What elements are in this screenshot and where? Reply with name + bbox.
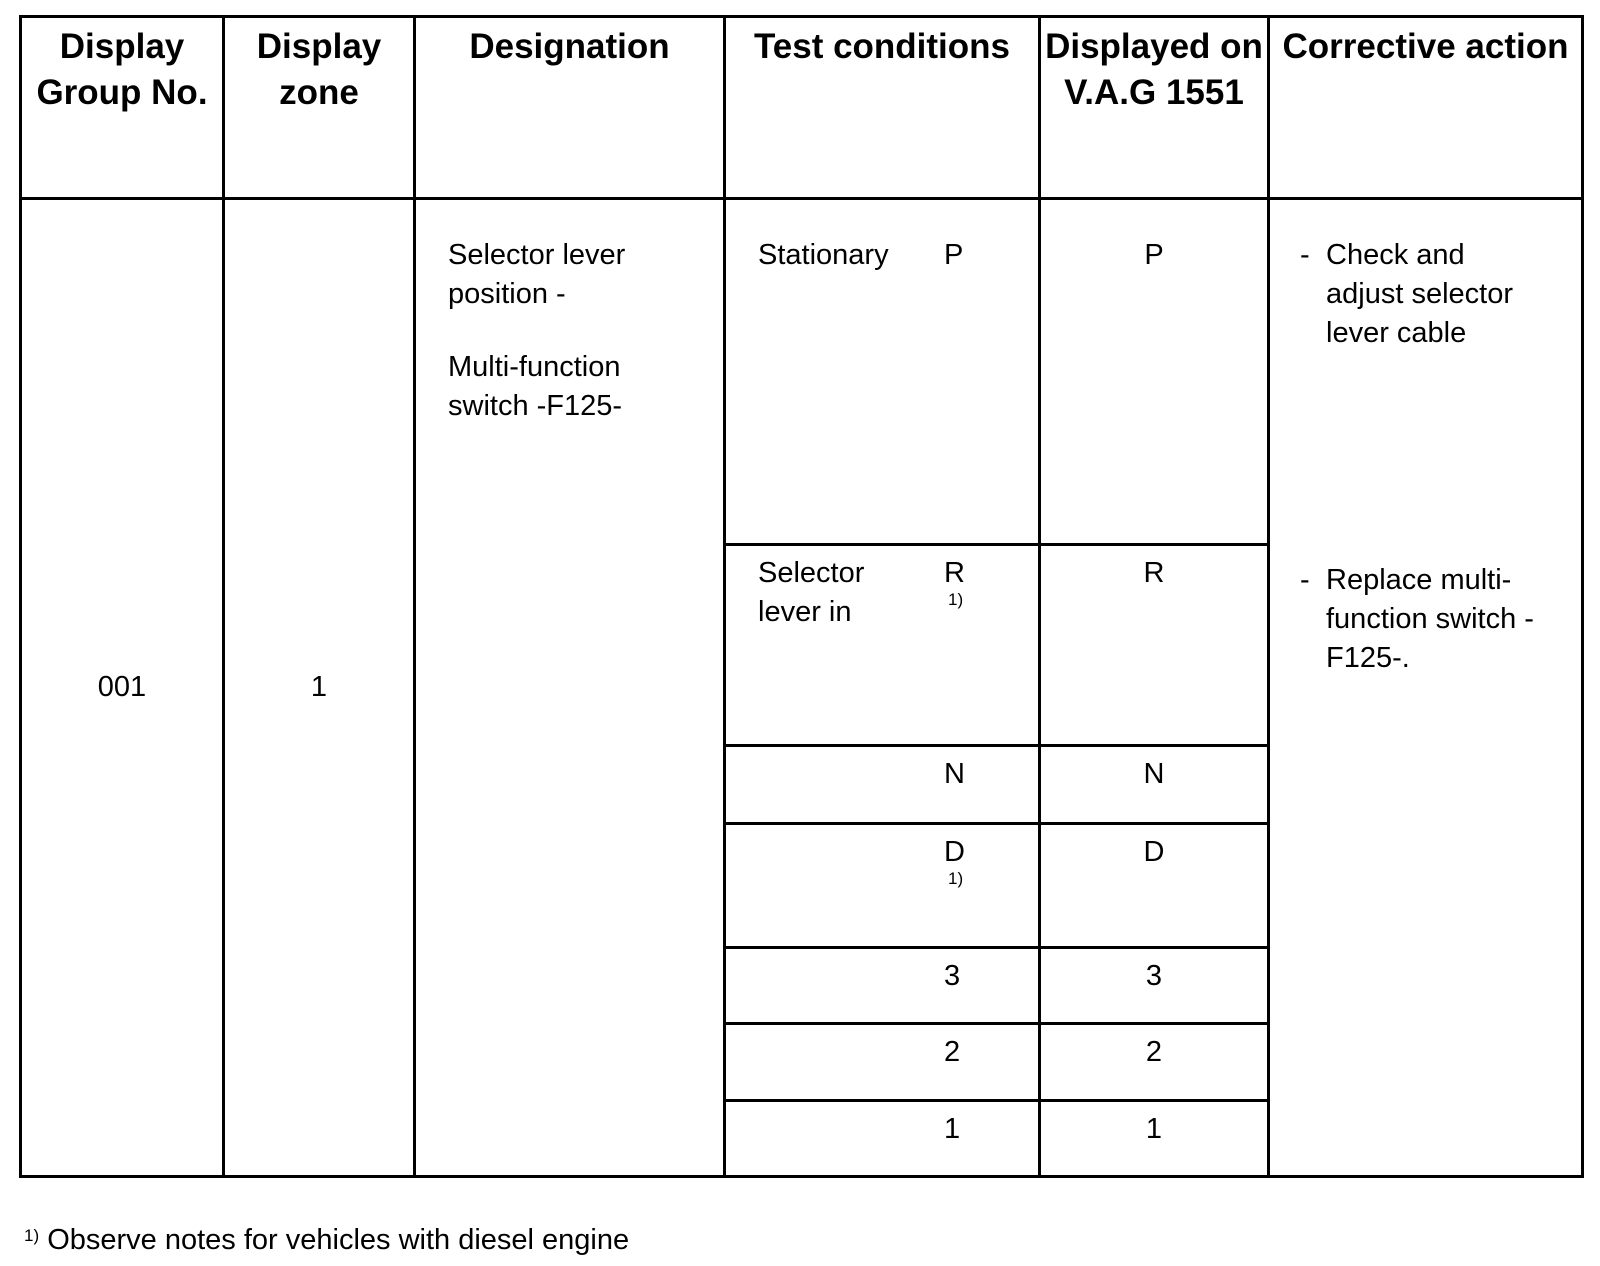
footnote-marker: 1)	[948, 868, 964, 888]
footnote-marker: 1)	[948, 590, 964, 610]
header-test-conditions: Test conditions	[725, 17, 1040, 199]
header-display-zone: Display zone	[224, 17, 415, 199]
selector-position: 1	[944, 1112, 961, 1145]
selector-position: 3	[944, 960, 961, 993]
designation-cell	[415, 199, 725, 1177]
footnote	[24, 1222, 629, 1258]
header-displayed-on: Displayed on V.A.G 1551	[1040, 17, 1269, 199]
zone-number: 1	[224, 199, 415, 1177]
action-item: - Check and adjust selector lever cable	[1300, 236, 1526, 353]
header-designation: Designation	[415, 17, 725, 199]
displayed-value: R	[1040, 545, 1269, 746]
test-condition-cell	[725, 545, 1040, 746]
designation-line-1: Selector lever position -	[448, 239, 626, 310]
test-condition-cell	[725, 1100, 1040, 1176]
displayed-value: 2	[1040, 1024, 1269, 1100]
test-condition-cell	[725, 948, 1040, 1024]
test-condition-cell	[725, 745, 1040, 823]
header-display-group: Display Group No.	[21, 17, 224, 199]
header-row	[21, 17, 1583, 199]
test-condition-cell	[725, 823, 1040, 947]
displayed-value: N	[1040, 745, 1269, 823]
footnote-text: Observe notes for vehicles with diesel engine	[47, 1224, 630, 1256]
diagnosis-table	[19, 15, 1584, 1178]
designation-line-2: Multi-function switch -F125-	[448, 351, 623, 422]
test-condition-label: Stationary	[758, 239, 889, 271]
header-corrective-action: Corrective action	[1269, 17, 1583, 199]
displayed-value: P	[1040, 199, 1269, 545]
action-item: - Replace multi-function switch -F125-.	[1300, 561, 1556, 678]
group-number: 001	[21, 199, 224, 1177]
selector-position: 2	[944, 1036, 961, 1069]
selector-position: N	[944, 757, 965, 790]
test-condition-cell	[725, 199, 1040, 545]
displayed-value: D	[1040, 823, 1269, 947]
corrective-action-list	[1300, 236, 1581, 678]
displayed-value: 1	[1040, 1100, 1269, 1176]
table-row	[21, 199, 1583, 545]
selector-position: R	[944, 557, 965, 590]
selector-position: D	[944, 835, 965, 868]
test-condition-cell	[725, 1024, 1040, 1100]
test-condition-label: Selector lever in	[758, 557, 865, 629]
corrective-action-cell	[1269, 199, 1583, 1177]
selector-position: P	[944, 239, 964, 271]
displayed-value: 3	[1040, 948, 1269, 1024]
footnote-mark: 1)	[24, 1226, 40, 1245]
